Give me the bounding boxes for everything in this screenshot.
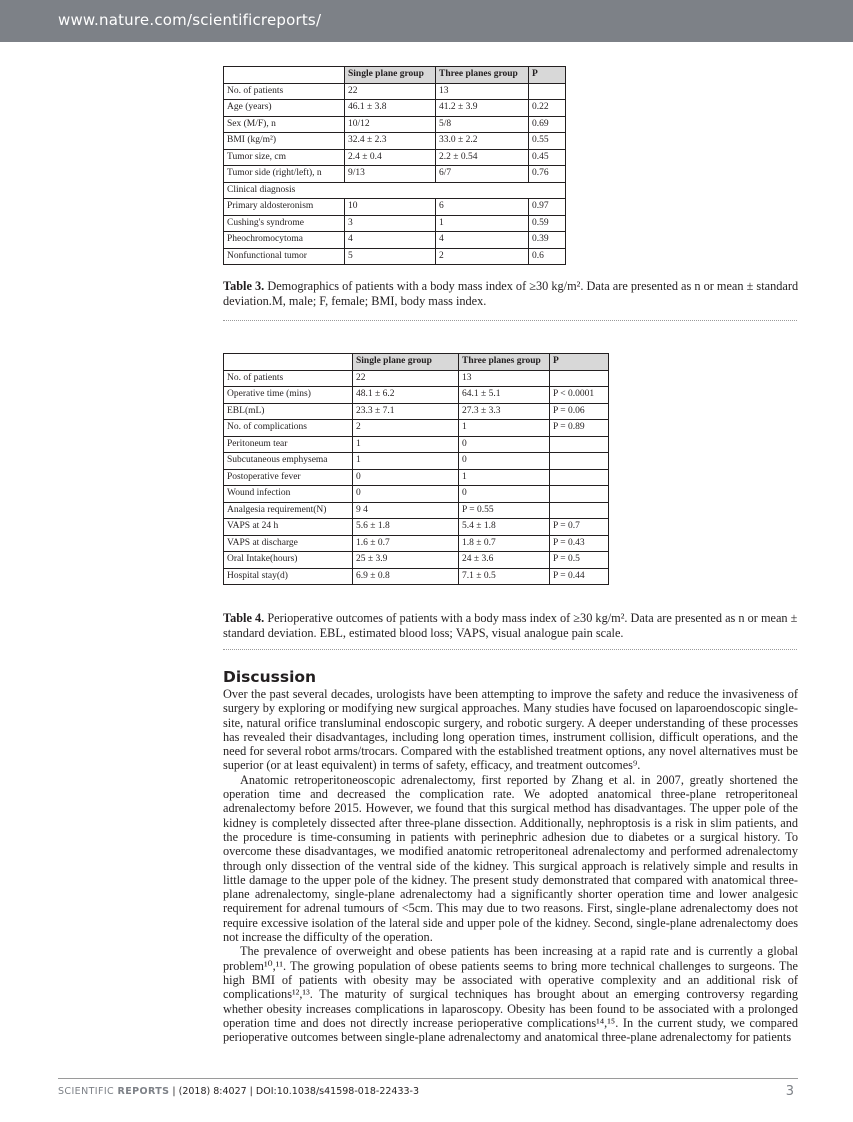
table-cell: P = 0.89	[550, 420, 609, 437]
table-cell: 0	[353, 486, 459, 503]
page-number: 3	[785, 1084, 794, 1099]
table-cell	[550, 502, 609, 519]
table-cell: Tumor side (right/left), n	[224, 166, 345, 183]
table-cell: 7.1 ± 0.5	[459, 568, 550, 585]
table-cell: Clinical diagnosis	[224, 182, 566, 199]
table-cell: No. of complications	[224, 420, 353, 437]
table-cell: P = 0.44	[550, 568, 609, 585]
table-cell: 4	[345, 232, 436, 249]
footer	[58, 1086, 798, 1097]
table-cell: P < 0.0001	[550, 387, 609, 404]
table-cell: 0.45	[529, 149, 566, 166]
table-cell: 1.6 ± 0.7	[353, 535, 459, 552]
table-cell: 0.76	[529, 166, 566, 183]
table-4-caption-label: Table 4.	[223, 611, 265, 625]
table-cell: Tumor size, cm	[224, 149, 345, 166]
table-cell: 1	[353, 436, 459, 453]
table-cell: 2	[353, 420, 459, 437]
table-cell: 46.1 ± 3.8	[345, 100, 436, 117]
table-cell: 41.2 ± 3.9	[436, 100, 529, 117]
table-cell: 5.4 ± 1.8	[459, 519, 550, 536]
table-header-row	[224, 354, 609, 371]
table-cell: Cushing's syndrome	[224, 215, 345, 232]
table-cell: 64.1 ± 5.1	[459, 387, 550, 404]
table-cell: Analgesia requirement(N)	[224, 502, 353, 519]
column-header: P	[529, 67, 566, 84]
table-cell: 0.59	[529, 215, 566, 232]
journal-name	[58, 1086, 169, 1097]
table-cell: 9 4	[353, 502, 459, 519]
table-row	[224, 166, 566, 183]
column-header: Single plane group	[345, 67, 436, 84]
table-4-caption	[223, 611, 803, 640]
table-row	[224, 552, 609, 569]
table-cell: 0.55	[529, 133, 566, 150]
table-cell: 6/7	[436, 166, 529, 183]
table-cell: 3	[345, 215, 436, 232]
table-cell: Operative time (mins)	[224, 387, 353, 404]
table-cell: 13	[436, 83, 529, 100]
table-cell: 6.9 ± 0.8	[353, 568, 459, 585]
column-header: P	[550, 354, 609, 371]
column-header	[224, 67, 345, 84]
table-cell: 0	[459, 453, 550, 470]
table-cell: 5/8	[436, 116, 529, 133]
section-divider	[223, 649, 797, 650]
table-cell	[550, 370, 609, 387]
table-cell	[550, 453, 609, 470]
table-cell: BMI (kg/m²)	[224, 133, 345, 150]
table-row	[224, 535, 609, 552]
table-cell: 1	[459, 469, 550, 486]
table-cell: 5.6 ± 1.8	[353, 519, 459, 536]
table-cell: 33.0 ± 2.2	[436, 133, 529, 150]
table-cell: Primary aldosteronism	[224, 199, 345, 216]
table-row	[224, 502, 609, 519]
table-cell: 2	[436, 248, 529, 265]
table-row	[224, 403, 609, 420]
table-cell	[550, 436, 609, 453]
table-cell: Postoperative fever	[224, 469, 353, 486]
column-header	[224, 354, 353, 371]
table-header-row	[224, 67, 566, 84]
table-cell	[550, 469, 609, 486]
table-4-caption-text: Perioperative outcomes of patients with a body mass index of ≥30 kg/m². Data are presented as n or mean ± standard deviation. EBL, estimated blood loss; VAPS, visual analogue pain scale.	[223, 611, 798, 640]
table-3-caption-label: Table 3.	[223, 279, 265, 293]
table-cell: Sex (M/F), n	[224, 116, 345, 133]
table-row	[224, 469, 609, 486]
table-row	[224, 149, 566, 166]
table-row	[224, 100, 566, 117]
table-cell: 2.2 ± 0.54	[436, 149, 529, 166]
table-row	[224, 370, 609, 387]
site-url[interactable]: www.nature.com/scientificreports/	[58, 11, 322, 29]
table-cell: 10	[345, 199, 436, 216]
table-row	[224, 519, 609, 536]
table-cell: 1	[353, 453, 459, 470]
table-row	[224, 436, 609, 453]
discussion-body	[223, 687, 798, 1044]
table-cell: VAPS at 24 h	[224, 519, 353, 536]
table-row	[224, 83, 566, 100]
table-row	[224, 387, 609, 404]
table-cell: P = 0.5	[550, 552, 609, 569]
table-cell: EBL(mL)	[224, 403, 353, 420]
table-cell: No. of patients	[224, 370, 353, 387]
paragraph: Over the past several decades, urologists have been attempting to improve the safety and reduce the invasiveness of surgery by exploring or modifying new surgical approaches. Many studies have focused on laparoendoscopic single-site, natural orifice transluminal endoscopic surgery, and robotic surgery. A deeper understanding of these processes has revealed their disadvantages, including long operation times, instrument collision, difficult operations, and the need for several robot arms/trocars. Compared with the established treatment options, any novel alternatives must be superior (or at least equivalent) in terms of safety, efficacy, and treatment outcomes⁹.	[223, 687, 798, 773]
table-3-caption	[223, 279, 803, 308]
table-cell: 0.22	[529, 100, 566, 117]
table-cell: P = 0.43	[550, 535, 609, 552]
table-cell: 1	[436, 215, 529, 232]
table-cell: P = 0.7	[550, 519, 609, 536]
citation: | (2018) 8:4027 | DOI:10.1038/s41598-018-22433-3	[172, 1086, 420, 1097]
section-divider	[223, 320, 797, 321]
table-cell: VAPS at discharge	[224, 535, 353, 552]
table-cell: Oral Intake(hours)	[224, 552, 353, 569]
table-cell: 0.39	[529, 232, 566, 249]
table-cell: 0	[459, 436, 550, 453]
table-row	[224, 199, 566, 216]
table-row	[224, 182, 566, 199]
table-cell: 23.3 ± 7.1	[353, 403, 459, 420]
footer-divider	[58, 1078, 798, 1079]
table-cell: Wound infection	[224, 486, 353, 503]
table-cell: 0.69	[529, 116, 566, 133]
table-cell: Pheochromocytoma	[224, 232, 345, 249]
table-cell: 48.1 ± 6.2	[353, 387, 459, 404]
table-cell: 13	[459, 370, 550, 387]
table-row	[224, 133, 566, 150]
table-cell: Nonfunctional tumor	[224, 248, 345, 265]
table-4	[223, 353, 609, 585]
table-row	[224, 215, 566, 232]
table-cell: 1.8 ± 0.7	[459, 535, 550, 552]
table-cell: Subcutaneous emphysema	[224, 453, 353, 470]
table-row	[224, 232, 566, 249]
table-cell: 4	[436, 232, 529, 249]
table-cell	[529, 83, 566, 100]
table-cell: 2.4 ± 0.4	[345, 149, 436, 166]
table-cell: Hospital stay(d)	[224, 568, 353, 585]
table-cell: 25 ± 3.9	[353, 552, 459, 569]
table-row	[224, 116, 566, 133]
table-cell: 6	[436, 199, 529, 216]
table-cell: 0	[353, 469, 459, 486]
table-cell: 24 ± 3.6	[459, 552, 550, 569]
journal-name-prefix: SCIENTIFIC	[58, 1086, 115, 1097]
table-cell: 0.97	[529, 199, 566, 216]
paragraph: The prevalence of overweight and obese patients has been increasing at a rapid rate and is currently a global problem¹⁰,¹¹. The growing population of obese patients seems to bring more technical challenges to surgeons. The high BMI of patients with obesity may be associated with operative complexity and an additional risk of complications¹²,¹³. The maturity of surgical techniques has brought about an emerging controversy regarding whether obesity increases complications in laparoscopy. Obesity has been found to be associated with a prolonged operation time and does not directly increase perioperative complications¹⁴,¹⁵. In the current study, we compared perioperative outcomes between single-plane adrenalectomy and anatomical three-plane adrenalectomy for patients	[223, 944, 798, 1045]
table-row	[224, 453, 609, 470]
table-cell: 1	[459, 420, 550, 437]
column-header: Three planes group	[436, 67, 529, 84]
table-cell: 27.3 ± 3.3	[459, 403, 550, 420]
discussion-heading: Discussion	[223, 668, 317, 686]
table-3-caption-text: Demographics of patients with a body mass index of ≥30 kg/m². Data are presented as n or mean ± standard deviation.M, male; F, female; BMI, body mass index.	[223, 279, 799, 308]
table-cell: 22	[345, 83, 436, 100]
paragraph: Anatomic retroperitoneoscopic adrenalectomy, first reported by Zhang et al. in 2007, greatly shortened the operation time and decreased the complication rate. We adopted anatomical three-plane retroperitoneal adrenalectomy before 2015. However, we found that this surgical method has disadvantages. The upper pole of the kidney is completely dissected after three-plane dissection. Additionally, nephroptosis is a risk in slim patients, and the procedure is time-consuming in patients with perinephric adhesion due to diabetes or a surgical history. To overcome these disadvantages, we modified anatomic retroperitoneal adrenalectomy and performed adrenalectomy through only dissection of the ventral side of the kidney. This surgical approach is relatively simple and results in little damage to the upper pole of the kidney. The present study demonstrated that compared with anatomical three-plane adrenalectomy, single-plane adrenalectomy had a significantly shorter operation time and lower analgesic requirement for adrenal tumours of <5cm. This may due to two reasons. First, single-plane adrenalectomy does not require excessive isolation of the lateral side and upper pole of the kidney. Second, single-plane adrenalectomy does not increase the difficulty of the operation.	[223, 772, 798, 945]
table-row	[224, 420, 609, 437]
column-header: Three planes group	[459, 354, 550, 371]
table-cell: P = 0.06	[550, 403, 609, 420]
table-cell: 10/12	[345, 116, 436, 133]
table-cell: 0	[459, 486, 550, 503]
table-cell: 32.4 ± 2.3	[345, 133, 436, 150]
table-cell: 9/13	[345, 166, 436, 183]
table-row	[224, 486, 609, 503]
table-cell: Age (years)	[224, 100, 345, 117]
table-cell: 0.6	[529, 248, 566, 265]
table-cell	[550, 486, 609, 503]
table-cell: 22	[353, 370, 459, 387]
table-cell: Peritoneum tear	[224, 436, 353, 453]
table-cell: 5	[345, 248, 436, 265]
table-3	[223, 66, 566, 265]
table-row	[224, 248, 566, 265]
journal-name-suffix: REPORTS	[117, 1086, 170, 1097]
table-cell: P = 0.55	[459, 502, 550, 519]
column-header: Single plane group	[353, 354, 459, 371]
table-cell: No. of patients	[224, 83, 345, 100]
top-bar	[0, 0, 853, 42]
table-row	[224, 568, 609, 585]
